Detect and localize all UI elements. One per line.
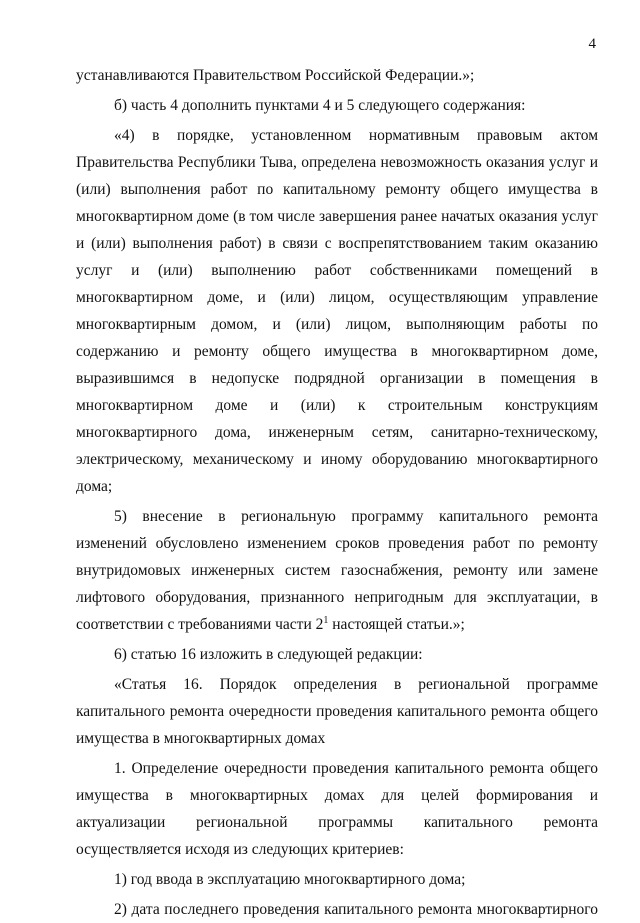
point-5-text-end: настоящей статьи.»; xyxy=(328,616,465,633)
paragraph-clause-1: 1. Определение очередности проведения капитального ремонта общего имущества в многоквартирных домах для целей формирования и актуализации региональной программы капитального ремонта осуществляется исходя из следующих критериев: xyxy=(76,760,598,858)
paragraph-item-b: б) часть 4 дополнить пунктами 4 и 5 следующего содержания: xyxy=(114,97,526,114)
paragraph-criterion-1: 1) год ввода в эксплуатацию многоквартирного дома; xyxy=(114,871,466,888)
paragraph-point-4: «4) в порядке, установленном нормативным правовым актом Правительства Республики Тыва, определена невозможность оказания услуг и (или) выполнения работ по капитальному ремонту общего имущества в многоквартирном доме (в том числе завершения ранее начатых оказания услуг и (или) выполнения работ) в связи с воспрепятствованием таким оказанию услуг и (или) выполнению работ собственниками помещений в многоквартирном доме, и (или) лицом, осуществляющим управление многоквартирным домом, и (или) лицом, выполняющим работы по содержанию и ремонту общего имущества в многоквартирном доме, выразившимся в недопуске подрядной организации в помещения в многоквартирном доме и (или) к строительным конструкциям многоквартирного дома, инженерным сетям, санитарно-техническому, электрическому, механическому и иному оборудованию многоквартирного дома; xyxy=(76,127,598,495)
page-number: 4 xyxy=(588,36,596,52)
superscript-1: 1 xyxy=(323,615,329,626)
article-16-heading: «Статья 16. Порядок определения в региональной программе xyxy=(114,676,598,693)
document-body xyxy=(76,62,598,923)
article-16-heading-cont: капитального ремонта очередности проведения капитального ремонта общего имущества в многоквартирных домах xyxy=(76,703,598,747)
paragraph-criterion-2: 2) дата последнего проведения капитального ремонта многоквартирного xyxy=(114,901,598,918)
paragraph-item-6: 6) статью 16 изложить в следующей редакции: xyxy=(114,646,423,663)
paragraph-point-5 xyxy=(76,503,598,638)
paragraph-continuation: устанавливаются Правительством Российской Федерации.»; xyxy=(76,67,475,84)
point-5-text: 5) внесение в региональную программу капитального ремонта изменений обусловлено изменением сроков проведения работ по ремонту внутридомовых инженерных систем газоснабжения, ремонту или замене лифтового оборудования, признанного непригодным для эксплуатации, в соответствии с требованиями части 2 xyxy=(76,508,598,633)
